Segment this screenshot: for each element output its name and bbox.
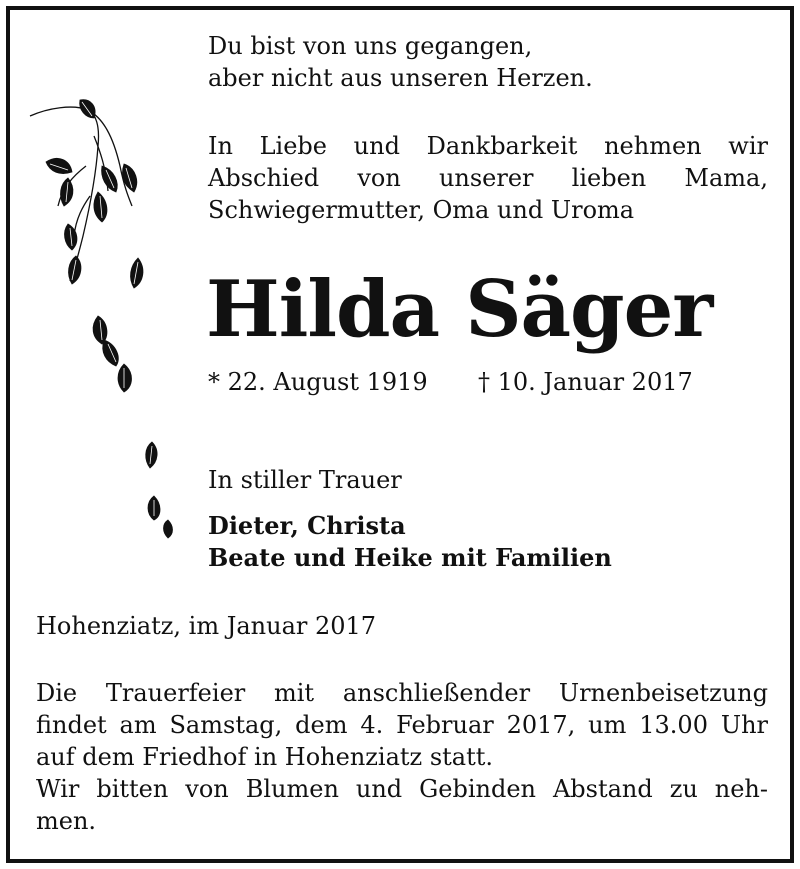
death-date: † 10. Januar 2017	[478, 368, 693, 396]
mourners-intro: In stiller Trauer	[208, 466, 402, 494]
poem-line-1: Du bist von uns gegangen,	[208, 32, 533, 60]
poem-line-2: aber nicht aus unseren Herzen.	[208, 64, 593, 92]
farewell-line-2: Abschied von unserer lieben Mama,	[208, 164, 768, 192]
notice-line-1: Die Trauerfeier mit anschließender Urnenbeisetzung	[36, 679, 768, 707]
notice-line-4: Wir bitten von Blumen und Gebinden Abstand zu neh-	[36, 775, 768, 803]
mourners-line-2: Beate und Heike mit Familien	[208, 543, 612, 572]
place-date: Hohenziatz, im Januar 2017	[36, 612, 377, 640]
farewell-line-1: In Liebe und Dankbarkeit nehmen wir	[208, 132, 768, 160]
leaf-branch-illustration	[28, 96, 188, 546]
notice-line-5: men.	[36, 807, 97, 835]
notice-line-2: findet am Samstag, dem 4. Februar 2017, um 13.00 Uhr	[36, 711, 768, 739]
notice-line-3: auf dem Friedhof in Hohenziatz statt.	[36, 743, 494, 771]
farewell-line-3: Schwiegermutter, Oma und Uroma	[208, 196, 635, 224]
mourners-line-1: Dieter, Christa	[208, 511, 406, 540]
birth-date: * 22. August 1919	[208, 368, 428, 396]
deceased-name: Hilda Säger	[206, 264, 713, 355]
